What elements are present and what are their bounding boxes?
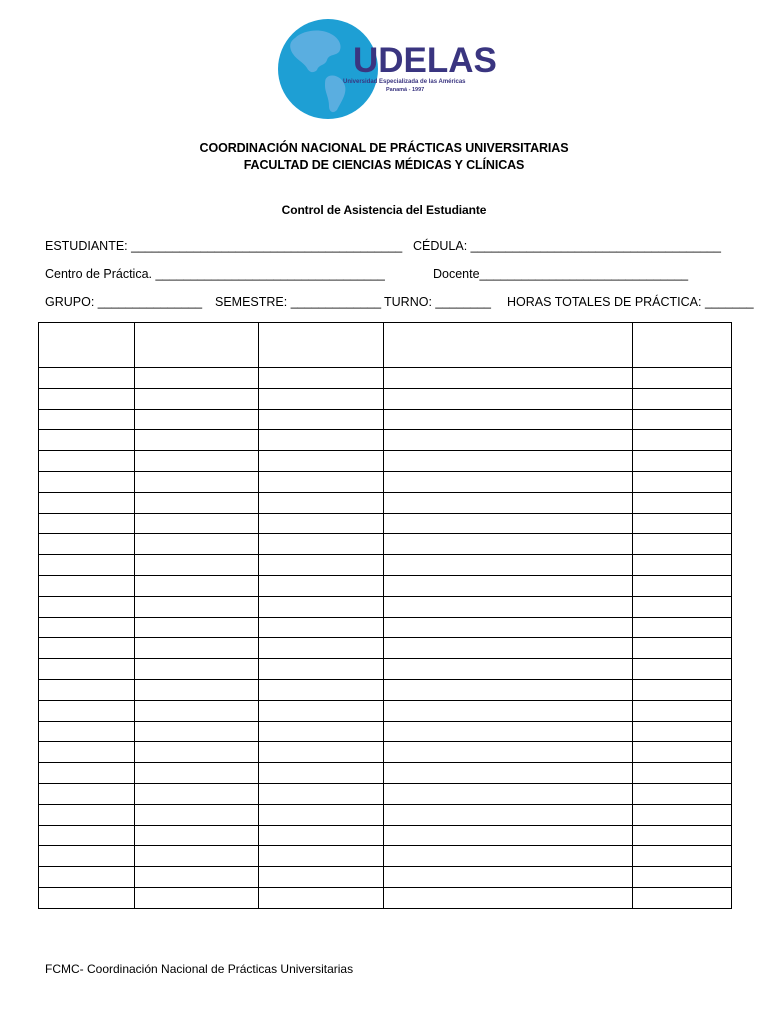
table-row [39, 388, 732, 409]
table-cell[interactable] [259, 783, 384, 804]
table-cell[interactable] [135, 388, 259, 409]
table-cell[interactable] [39, 430, 135, 451]
table-cell[interactable] [135, 700, 259, 721]
table-header-cell[interactable] [384, 323, 633, 368]
table-cell[interactable] [384, 783, 633, 804]
table-cell[interactable] [135, 409, 259, 430]
table-cell[interactable] [259, 368, 384, 389]
table-row [39, 555, 732, 576]
table-cell[interactable] [384, 368, 633, 389]
table-cell[interactable] [135, 867, 259, 888]
logo-subtitle: Universidad Especializada de las Américas [343, 79, 466, 85]
table-cell[interactable] [633, 555, 732, 576]
table-row [39, 742, 732, 763]
table-cell[interactable] [384, 534, 633, 555]
table-cell[interactable] [384, 409, 633, 430]
attendance-table-body [39, 323, 732, 909]
table-cell[interactable] [39, 763, 135, 784]
table-cell[interactable] [384, 575, 633, 596]
table-cell[interactable] [633, 388, 732, 409]
table-row [39, 721, 732, 742]
table-cell[interactable] [259, 742, 384, 763]
table-cell[interactable] [39, 825, 135, 846]
table-cell[interactable] [633, 471, 732, 492]
table-cell[interactable] [39, 638, 135, 659]
table-cell[interactable] [633, 617, 732, 638]
table-cell[interactable] [633, 867, 732, 888]
table-cell[interactable] [135, 721, 259, 742]
table-cell[interactable] [259, 534, 384, 555]
table-cell[interactable] [135, 471, 259, 492]
table-cell[interactable] [633, 638, 732, 659]
table-cell[interactable] [135, 783, 259, 804]
table-row [39, 763, 732, 784]
table-cell[interactable] [384, 638, 633, 659]
table-row [39, 430, 732, 451]
table-cell[interactable] [633, 368, 732, 389]
table-cell[interactable] [39, 451, 135, 472]
turno-field[interactable]: TURNO: ________ [384, 295, 492, 309]
table-cell[interactable] [633, 430, 732, 451]
table-row [39, 804, 732, 825]
table-cell[interactable] [39, 679, 135, 700]
table-cell[interactable] [384, 451, 633, 472]
table-cell[interactable] [259, 451, 384, 472]
table-cell[interactable] [633, 679, 732, 700]
attendance-table [38, 322, 732, 909]
form-title: Control de Asistencia del Estudiante [281, 203, 487, 217]
table-cell[interactable] [135, 596, 259, 617]
table-cell[interactable] [39, 368, 135, 389]
table-cell[interactable] [384, 617, 633, 638]
table-cell[interactable] [259, 638, 384, 659]
table-cell[interactable] [259, 721, 384, 742]
table-row [39, 679, 732, 700]
table-cell[interactable] [135, 513, 259, 534]
table-cell[interactable] [384, 430, 633, 451]
table-cell[interactable] [384, 867, 633, 888]
table-cell[interactable] [39, 492, 135, 513]
table-cell[interactable] [384, 388, 633, 409]
table-cell[interactable] [39, 471, 135, 492]
table-cell[interactable] [633, 596, 732, 617]
table-row [39, 471, 732, 492]
table-cell[interactable] [384, 721, 633, 742]
table-cell[interactable] [39, 867, 135, 888]
table-cell[interactable] [633, 659, 732, 680]
grupo-field[interactable]: GRUPO: _______________ [45, 295, 203, 309]
table-row [39, 638, 732, 659]
table-cell[interactable] [135, 430, 259, 451]
table-cell[interactable] [384, 596, 633, 617]
table-cell[interactable] [135, 555, 259, 576]
udelas-logo [273, 18, 497, 120]
table-cell[interactable] [135, 368, 259, 389]
table-cell[interactable] [384, 492, 633, 513]
logo-name: UDELAS [353, 41, 497, 80]
table-row [39, 368, 732, 389]
table-header-cell[interactable] [135, 323, 259, 368]
docente-field[interactable]: Docente______________________________ [433, 267, 689, 281]
table-cell[interactable] [384, 679, 633, 700]
table-cell[interactable] [259, 575, 384, 596]
table-cell[interactable] [633, 887, 732, 908]
table-cell[interactable] [633, 846, 732, 867]
table-cell[interactable] [259, 513, 384, 534]
table-row [39, 887, 732, 908]
table-row [39, 783, 732, 804]
table-cell[interactable] [135, 763, 259, 784]
table-header-cell[interactable] [259, 323, 384, 368]
table-row [39, 659, 732, 680]
table-cell[interactable] [259, 430, 384, 451]
table-cell[interactable] [135, 804, 259, 825]
horas-totales-field[interactable]: HORAS TOTALES DE PRÁCTICA: _______ [507, 295, 754, 309]
table-cell[interactable] [384, 471, 633, 492]
table-cell[interactable] [259, 679, 384, 700]
table-cell[interactable] [39, 783, 135, 804]
table-cell[interactable] [259, 887, 384, 908]
table-cell[interactable] [633, 825, 732, 846]
table-cell[interactable] [633, 763, 732, 784]
table-cell[interactable] [135, 617, 259, 638]
faculty-heading: FACULTAD DE CIENCIAS MÉDICAS Y CLÍNICAS [243, 158, 525, 172]
table-cell[interactable] [39, 617, 135, 638]
table-row [39, 846, 732, 867]
table-cell[interactable] [384, 513, 633, 534]
table-cell[interactable] [135, 638, 259, 659]
table-cell[interactable] [633, 513, 732, 534]
table-cell[interactable] [633, 721, 732, 742]
table-cell[interactable] [259, 596, 384, 617]
table-header-cell[interactable] [633, 323, 732, 368]
table-cell[interactable] [135, 575, 259, 596]
table-header-cell[interactable] [39, 323, 135, 368]
table-cell[interactable] [384, 763, 633, 784]
table-cell[interactable] [633, 409, 732, 430]
table-cell[interactable] [259, 409, 384, 430]
table-cell[interactable] [633, 742, 732, 763]
table-cell[interactable] [39, 575, 135, 596]
table-row [39, 534, 732, 555]
table-cell[interactable] [384, 555, 633, 576]
table-cell[interactable] [259, 555, 384, 576]
table-cell[interactable] [633, 492, 732, 513]
table-cell[interactable] [39, 846, 135, 867]
table-row [39, 596, 732, 617]
logo-place-year: Panamá - 1997 [386, 87, 425, 93]
table-cell[interactable] [259, 763, 384, 784]
table-cell[interactable] [39, 721, 135, 742]
table-cell[interactable] [259, 825, 384, 846]
table-cell[interactable] [259, 804, 384, 825]
table-cell[interactable] [135, 825, 259, 846]
table-cell[interactable] [384, 804, 633, 825]
udelas-logo-graphic [273, 18, 497, 120]
table-cell[interactable] [135, 846, 259, 867]
table-row [39, 513, 732, 534]
semestre-field[interactable]: SEMESTRE: _____________ [215, 295, 382, 309]
table-cell[interactable] [384, 742, 633, 763]
table-cell[interactable] [259, 867, 384, 888]
table-cell[interactable] [135, 492, 259, 513]
table-row [39, 451, 732, 472]
table-row [39, 617, 732, 638]
table-cell[interactable] [633, 451, 732, 472]
table-cell[interactable] [39, 742, 135, 763]
table-cell[interactable] [633, 783, 732, 804]
table-row [39, 867, 732, 888]
table-cell[interactable] [39, 596, 135, 617]
table-row [39, 825, 732, 846]
table-cell[interactable] [384, 700, 633, 721]
coordination-heading: COORDINACIÓN NACIONAL DE PRÁCTICAS UNIVERSITARIAS [199, 141, 569, 155]
table-cell[interactable] [135, 534, 259, 555]
table-cell[interactable] [259, 846, 384, 867]
table-row [39, 492, 732, 513]
centro-practica-field[interactable]: Centro de Práctica. _________________________________ [45, 267, 385, 281]
table-cell[interactable] [633, 700, 732, 721]
table-cell[interactable] [39, 887, 135, 908]
table-cell[interactable] [39, 700, 135, 721]
table-cell[interactable] [259, 388, 384, 409]
table-cell[interactable] [633, 534, 732, 555]
footer-text: FCMC- Coordinación Nacional de Prácticas Universitarias [45, 962, 354, 976]
table-cell[interactable] [135, 451, 259, 472]
table-header-row [39, 323, 732, 368]
table-cell[interactable] [633, 575, 732, 596]
table-cell[interactable] [135, 679, 259, 700]
table-cell[interactable] [39, 804, 135, 825]
table-cell[interactable] [259, 700, 384, 721]
table-cell[interactable] [384, 846, 633, 867]
table-cell[interactable] [384, 887, 633, 908]
table-row [39, 575, 732, 596]
table-cell[interactable] [633, 804, 732, 825]
table-cell[interactable] [259, 492, 384, 513]
table-row [39, 409, 732, 430]
table-cell[interactable] [39, 409, 135, 430]
table-cell[interactable] [259, 659, 384, 680]
table-cell[interactable] [384, 659, 633, 680]
table-cell[interactable] [135, 887, 259, 908]
table-cell[interactable] [135, 742, 259, 763]
table-cell[interactable] [259, 471, 384, 492]
table-cell[interactable] [39, 388, 135, 409]
table-cell[interactable] [135, 659, 259, 680]
cedula-field[interactable]: CÉDULA: ____________________________________ [413, 239, 721, 253]
table-cell[interactable] [39, 659, 135, 680]
table-row [39, 700, 732, 721]
table-cell[interactable] [259, 617, 384, 638]
table-cell[interactable] [384, 825, 633, 846]
table-cell[interactable] [39, 534, 135, 555]
table-cell[interactable] [39, 513, 135, 534]
estudiante-field[interactable]: ESTUDIANTE: _______________________________________ [45, 239, 403, 253]
table-cell[interactable] [39, 555, 135, 576]
